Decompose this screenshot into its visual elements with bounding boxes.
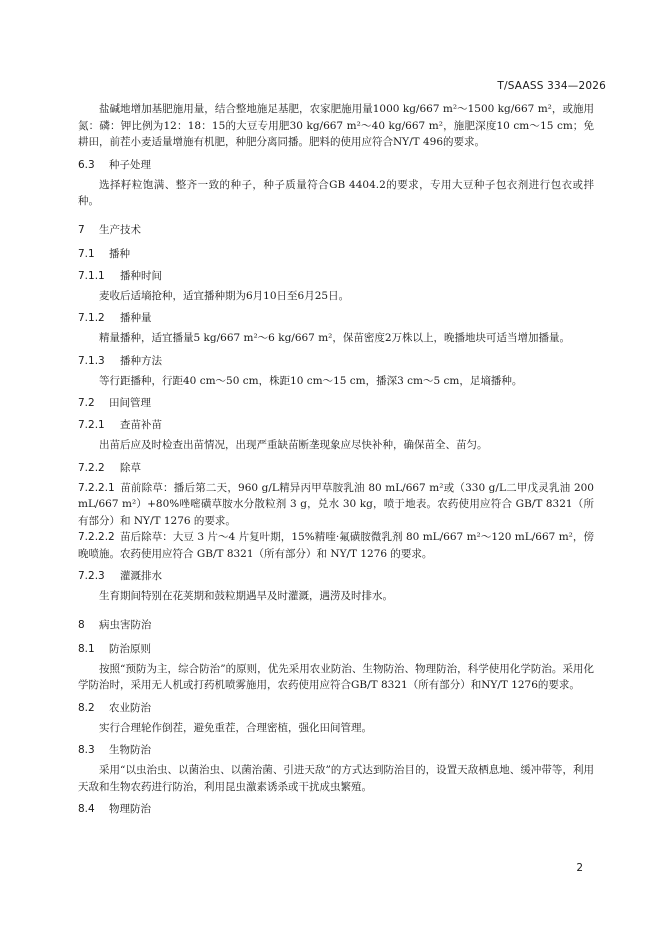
section-title: 生物防治 [109, 744, 151, 756]
section-number: 7.2.1 [78, 419, 105, 431]
section-title: 农业防治 [109, 701, 151, 714]
clause-text: 苗前除草：播后第二天，960 g/L精异丙甲草胺乳油 80 mL/667 m²或（330 g/L二甲戊灵乳油 200 mL/667 m²）+80%唑嘧磺草胺水分散粒剂 3 g，兑水 30 kg，喷于地表。农药使用应符合 GB/T 8321（所有部分）和 NY/T 1276 的要求。 [78, 481, 594, 527]
section-number: 8.4 [78, 803, 95, 815]
clause-number: 7.2.2.1 [78, 481, 115, 494]
section-number: 7.1.2 [78, 312, 105, 324]
page-number: 2 [576, 862, 583, 874]
section-number: 7.2 [78, 397, 95, 409]
section-number: 7.1 [78, 247, 95, 260]
section-number: 8.1 [78, 642, 95, 655]
document-body [78, 99, 594, 821]
section-title: 病虫害防治 [99, 618, 152, 631]
section-title: 播种 [109, 247, 130, 260]
section-heading [78, 801, 594, 817]
section-heading [78, 700, 594, 716]
section-number: 6.3 [78, 158, 95, 171]
section-heading [78, 395, 594, 411]
section-heading [78, 157, 594, 173]
section-title: 播种时间 [120, 269, 162, 282]
section-heading [78, 568, 594, 584]
section-number: 8.3 [78, 744, 95, 756]
numbered-clause [78, 480, 594, 530]
section-heading [78, 417, 594, 433]
section-number: 7.1.3 [78, 354, 105, 367]
section-title: 灌溉排水 [120, 570, 162, 582]
section-number: 7.2.2 [78, 461, 105, 474]
section-number: 7 [78, 223, 85, 236]
paragraph: 出苗后应及时检查出苗情况，出现严重缺苗断垄现象应尽快补种，确保苗全、苗匀。 [99, 439, 488, 451]
paragraph: 按照“预防为主，综合防治”的原则，优先采用农业防治、生物防治、物理防治，科学使用化学防治。采用化学防治时，采用无人机或打药机喷雾施用，农药使用应符合GB/T 8321（所有部分）和NY/T 1276的要求。 [78, 662, 594, 691]
standard-code: T/SAASS 334—2026 [497, 80, 606, 92]
section-number: 7.2.3 [78, 570, 105, 582]
paragraph: 实行合理轮作倒茬，避免重茬，合理密植，强化田间管理。 [99, 721, 372, 734]
section-heading [78, 353, 594, 369]
section-heading [78, 617, 594, 633]
paragraph: 生育期间特别在花荚期和鼓粒期遇旱及时灌溉，遇涝及时排水。 [99, 590, 393, 602]
section-heading [78, 310, 594, 326]
numbered-clause [78, 529, 594, 562]
clause-text: 苗后除草：大豆 3 片～4 片复叶期，15%精喹·氟磺胺微乳剂 80 mL/667 m²～120 mL/667 m²，傍晚喷施。农药使用应符合 GB/T 8321（所有部分）和 NY/T 1276 的要求。 [78, 531, 594, 560]
section-title: 物理防治 [109, 803, 151, 815]
section-heading [78, 460, 594, 476]
clause-number: 7.2.2.2 [78, 531, 115, 543]
section-title: 除草 [120, 461, 141, 474]
section-title: 生产技术 [99, 223, 141, 236]
section-number: 7.1.1 [78, 269, 105, 282]
paragraph: 采用“以虫治虫、以菌治虫、以菌治菌、引进天敌”的方式达到防治目的，设置天敌栖息地、缓冲带等，利用天敌和生物农药进行防治，利用昆虫激素诱杀或干扰成虫繁殖。 [78, 764, 594, 793]
paragraph: 盐碱地增加基肥施用量，结合整地施足基肥，农家肥施用量1000 kg/667 m²～1500 kg/667 m²，或施用氮：磷：钾比例为12：18：15的大豆专用肥30 kg/667 m²～40 kg/667 m²，施肥深度10 cm～15 cm；免耕田，前茬小麦适量增施有机肥，种肥分离同播。肥料的使用应符合NY/T 496的要求。 [78, 103, 594, 148]
section-title: 播种量 [120, 312, 152, 324]
paragraph: 选择籽粒饱满、整齐一致的种子，种子质量符合GB 4404.2的要求，专用大豆种子包衣剂进行包衣或拌种。 [78, 178, 594, 207]
section-title: 种子处理 [109, 158, 151, 171]
section-number: 8 [78, 618, 85, 631]
paragraph: 麦收后适墒抢种，适宜播种期为6月10日至6月25日。 [99, 289, 350, 302]
section-title: 查苗补苗 [120, 419, 162, 431]
section-heading [78, 222, 594, 238]
section-number: 8.2 [78, 701, 95, 714]
section-heading [78, 742, 594, 758]
section-title: 播种方法 [120, 354, 162, 367]
section-title: 田间管理 [109, 397, 151, 409]
section-heading [78, 246, 594, 262]
section-heading [78, 268, 594, 284]
paragraph: 等行距播种，行距40 cm～50 cm，株距10 cm～15 cm，播深3 cm～5 cm，足墒播种。 [99, 374, 523, 387]
section-title: 防治原则 [109, 642, 151, 655]
section-heading [78, 641, 594, 657]
paragraph: 精量播种，适宜播量5 kg/667 m²～6 kg/667 m²，保苗密度2万株以上，晚播地块可适当增加播量。 [99, 332, 571, 344]
